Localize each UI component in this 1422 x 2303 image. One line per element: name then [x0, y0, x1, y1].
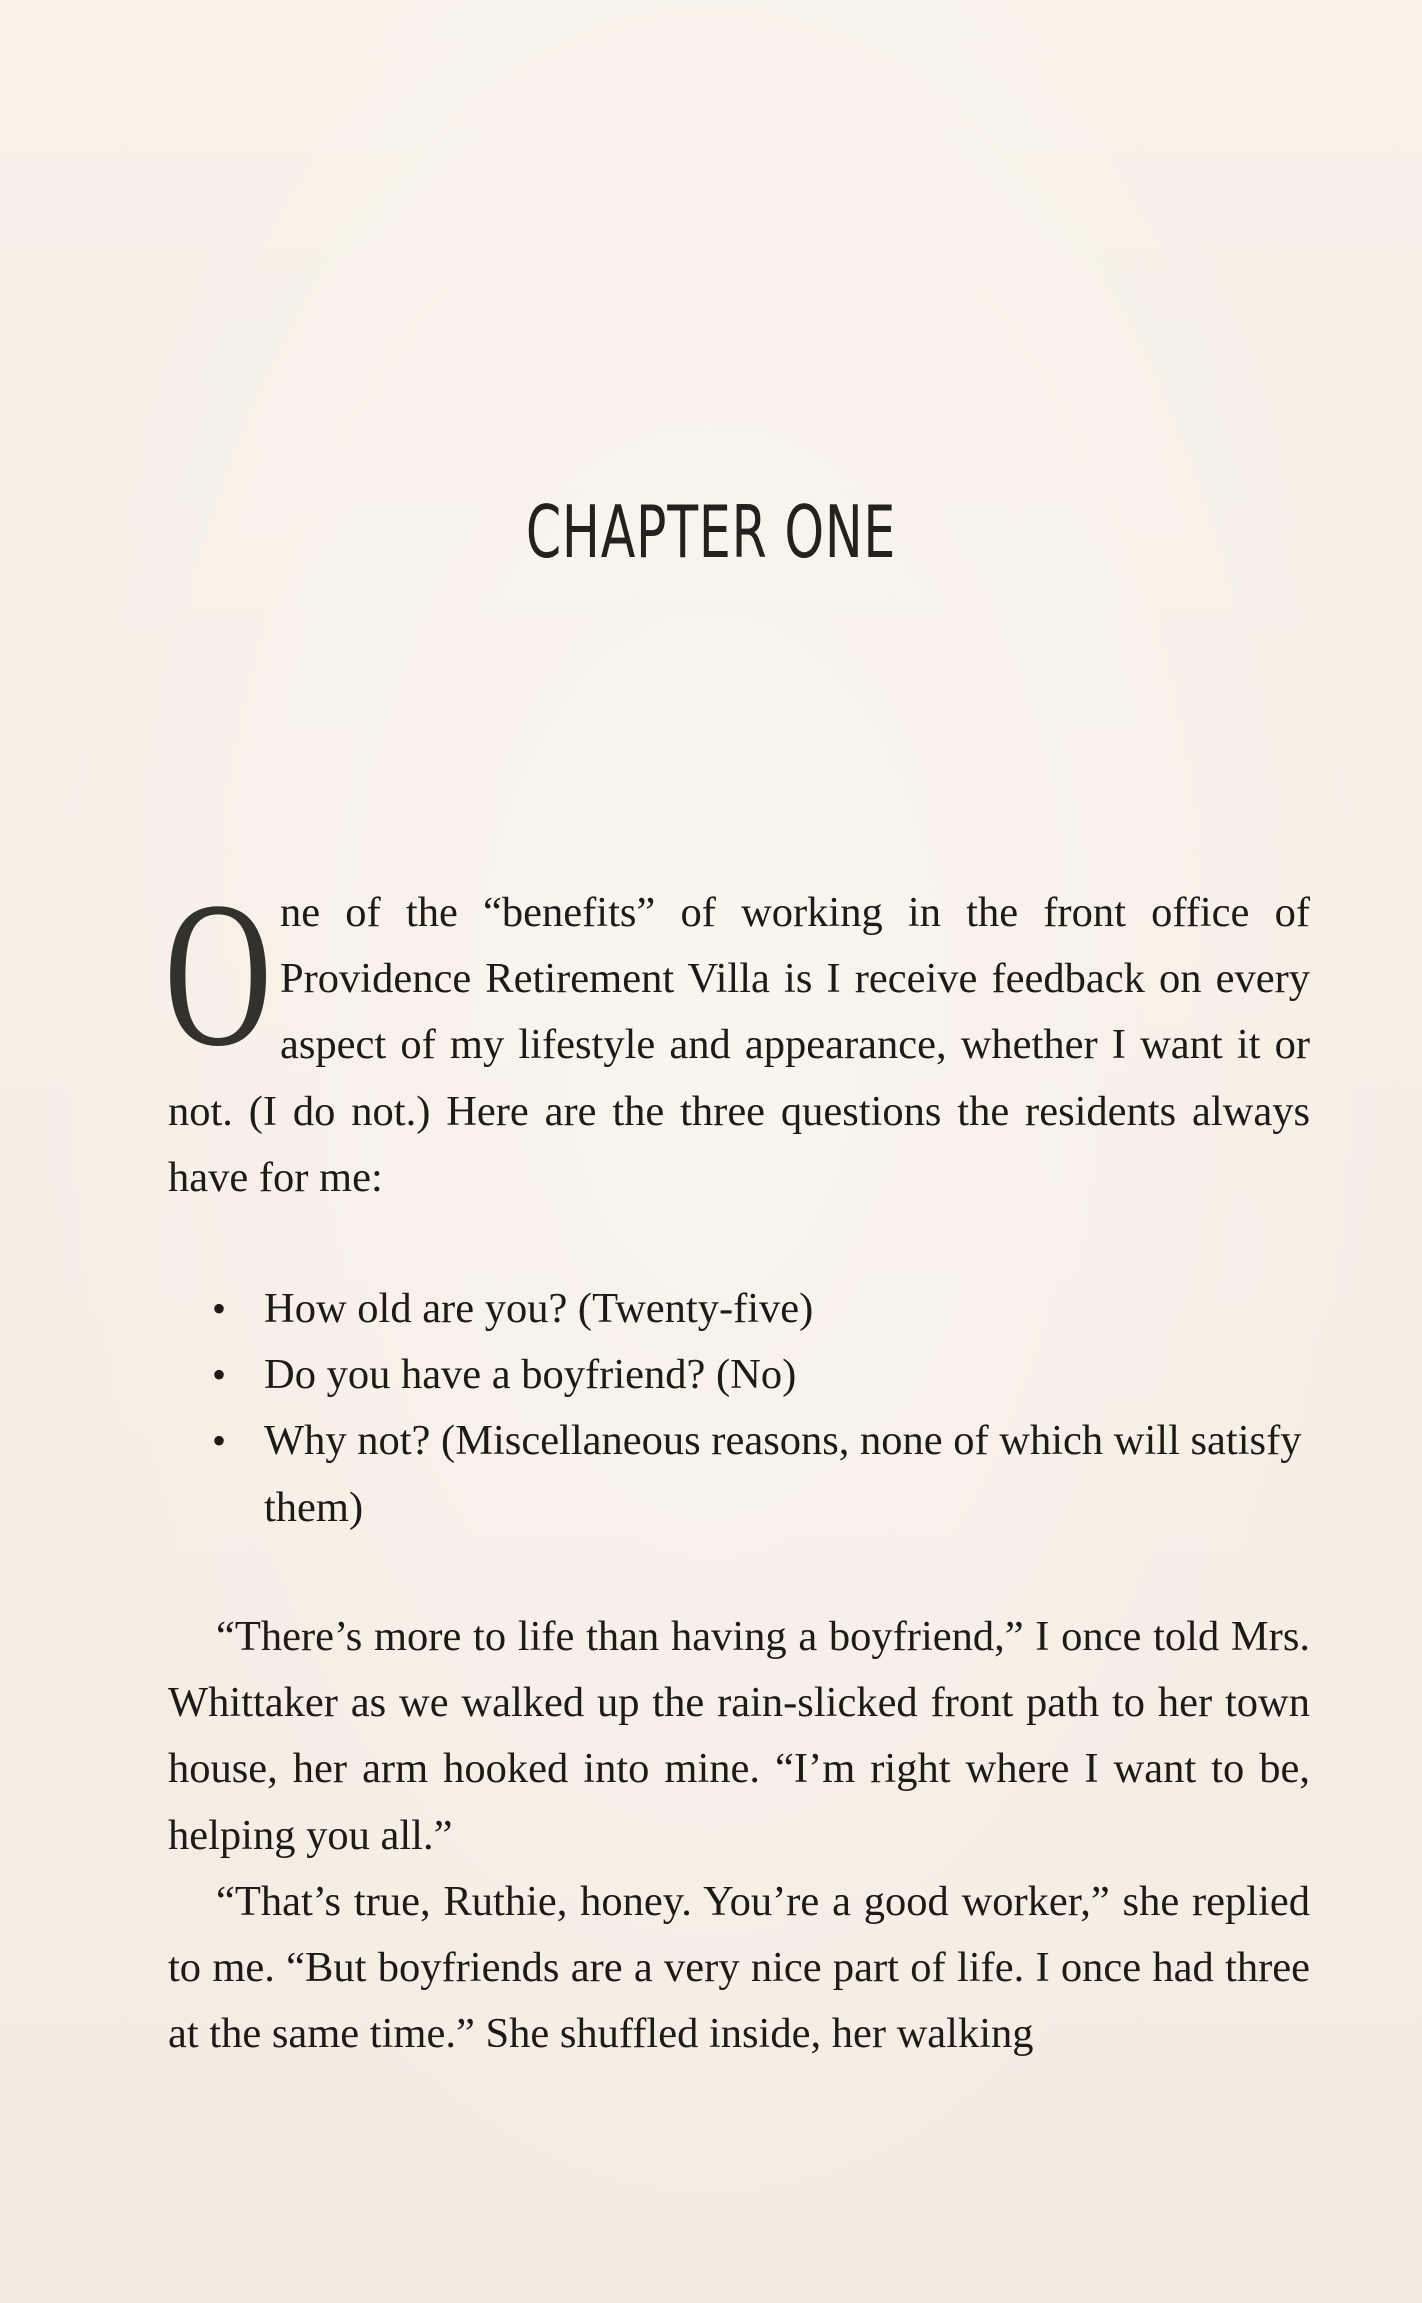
- opening-text: ne of the “benefits” of working in the front office of Providence Retirement Villa is I receive feedback on every aspect of my lifestyle and appearance, whether I want it or not. (I do not.) Here are the three questions the residents always have for me:: [168, 889, 1310, 1201]
- dialogue-section: [168, 1604, 1310, 2067]
- question-list: [210, 1276, 1310, 1541]
- chapter-title: CHAPTER ONE: [525, 490, 897, 574]
- list-item: • Why not? (Miscellaneous reasons, none of which will satisfy them): [210, 1408, 1310, 1540]
- drop-cap: O: [164, 859, 273, 1089]
- paragraph: “There’s more to life than having a boyfriend,” I once told Mrs. Whittaker as we walked up the rain-slicked front path to her town house, her arm hooked into mine. “I’m right where I want to be, helping you all.”: [168, 1613, 1310, 1859]
- list-item: • Do you have a boyfriend? (No): [210, 1342, 1310, 1408]
- list-item: • How old are you? (Twenty-five): [210, 1276, 1310, 1342]
- opening-paragraph: [164, 859, 1310, 1211]
- paragraph: “That’s true, Ruthie, honey. You’re a good worker,” she replied to me. “But boyfriends are a very nice part of life. I once had three at the same time.” She shuffled inside, her walking: [168, 1877, 1310, 2058]
